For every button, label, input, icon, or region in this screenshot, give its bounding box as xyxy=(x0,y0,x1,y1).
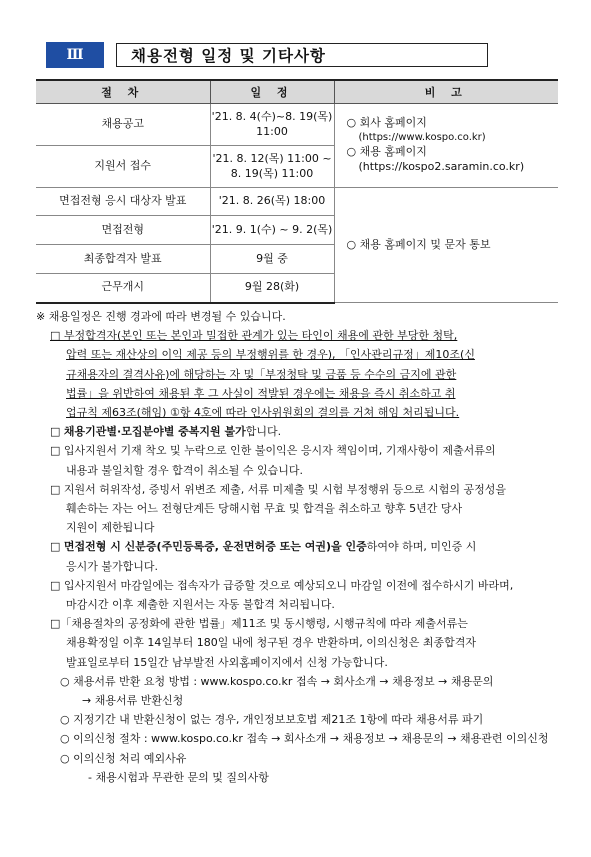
schedule-table xyxy=(36,79,558,304)
return-procedure-list xyxy=(36,672,566,787)
deadline-notice: □ 입사지원서 마감일에는 접속자가 급증할 것으로 예상되오니 마감일 이전에 접수하시기 바라며, 마감시간 이후 제출한 지원서는 자동 불합격 처리됩니다. xyxy=(50,578,514,612)
row-date: '21. 8. 4(수)~8. 19(목) 11:00 xyxy=(210,104,334,146)
header-remark: 비 고 xyxy=(334,80,558,104)
header-step: 절 차 xyxy=(36,80,210,104)
header-date: 일 정 xyxy=(210,80,334,104)
row-date: '21. 9. 1(수) ~ 9. 2(목) xyxy=(210,216,334,245)
row-date: '21. 8. 12(목) 11:00 ~ 8. 19(목) 11:00 xyxy=(210,146,334,188)
id-verification-notice: □ 면접전형 시 신분증(주민등록증, 운전면허증 또는 여권)을 인증하여야 하며, 미인증 시 응시가 불가합니다. xyxy=(50,540,477,573)
duplicate-application-notice: □ 채용기관별·모집분야별 중복지원 불가합니다. xyxy=(50,425,282,439)
objection-exceptions: ○ 이의신청 처리 예외사유 xyxy=(60,751,187,765)
remark-notice: ○ 채용 홈페이지 및 문자 통보 xyxy=(334,188,558,303)
section-header xyxy=(46,42,488,68)
row-step: 면접전형 응시 대상자 발표 xyxy=(36,188,210,216)
remark-recruit-homepage: ○ 채용 홈페이지 xyxy=(346,144,427,158)
schedule-change-note: ※ 채용일정은 진행 경과에 따라 변경될 수 있습니다. xyxy=(36,310,286,323)
return-request-method: ○ 채용서류 반환 요청 방법 : www.kospo.co.kr 접속 → 회사소개 → 채용정보 → 채용문의 xyxy=(60,674,494,688)
document-return-notice: □「채용절차의 공정화에 관한 법률」제11조 및 동시행령, 시행규칙에 따라 제출서류는 채용확정일 이후 14일부터 180일 내에 청구된 경우 반환하며, 이의신청은 최종합격자 발표일로부터 15일간 남부발전 사외홈페이지에서 신청 가능합니다. xyxy=(50,617,476,669)
company-homepage-link[interactable]: (https://www.kospo.co.kr) xyxy=(358,132,486,144)
row-date: 9월 28(화) xyxy=(210,274,334,303)
table-header-row xyxy=(36,80,558,104)
objection-exception-item: - 채용시험과 무관한 문의 및 질의사항 xyxy=(88,770,269,784)
remark-company-homepage: ○ 회사 홈페이지 xyxy=(346,116,427,130)
false-entry-notice: □ 지원서 허위작성, 증빙서 위변조 제출, 서류 미제출 및 시험 부정행위 등으로 시험의 공정성을 훼손하는 자는 어느 전형단계든 당해시험 무효 및 합격을 취소하고 향후 5년간 당사 지원이 제한됩니다 xyxy=(50,482,507,535)
row-step: 면접전형 xyxy=(36,216,210,245)
entry-error-notice: □ 입사지원서 기재 착오 및 누락으로 인한 불이익은 응시자 책임이며, 기재사항이 제출서류의 내용과 불일치할 경우 합격이 취소될 수 있습니다. xyxy=(50,444,496,477)
section-number: Ⅲ xyxy=(46,42,104,68)
row-step: 지원서 접수 xyxy=(36,146,210,188)
notices xyxy=(36,307,566,787)
row-step: 채용공고 xyxy=(36,104,210,146)
recruit-homepage-link[interactable]: (https://kospo2.saramin.co.kr) xyxy=(358,159,525,173)
section-title: 채용전형 일정 및 기타사항 xyxy=(116,43,488,67)
table-row xyxy=(36,188,558,216)
row-step: 최종합격자 발표 xyxy=(36,245,210,274)
return-request-method-cont: → 채용서류 반환신청 xyxy=(82,694,184,708)
table-row xyxy=(36,104,558,146)
row-date: '21. 8. 26(목) 18:00 xyxy=(210,188,334,216)
objection-procedure: ○ 이의신청 절차 : www.kospo.co.kr 접속 → 회사소개 → 채용정보 → 채용문의 → 채용관련 이의신청 xyxy=(60,732,549,746)
remark-homepages xyxy=(334,104,558,188)
fraud-notice: □ 부정합격자(본인 또는 본인과 밀접한 관계가 있는 타인이 채용에 관한 부당한 청탁, 압력 또는 재산상의 이익 제공 등의 부정행위를 한 경우), 「인사관리규정」제10조(신 규채용자의 결격사유)에 해당하는 자 및「부정청탁 및 금품 등 수수의 금지에 관한 법률」을 위반하여 채용된 후 그 사실이 적발된 경우에는 채용을 즉시 취소하고 취 업규칙 제63조(해임) ①항 4호에 따라 인사위원회의 결의를 거쳐 해임 처리됩니다. xyxy=(50,329,475,420)
row-date: 9월 중 xyxy=(210,245,334,274)
document-disposal: ○ 지정기간 내 반환신청이 없는 경우, 개인정보보호법 제21조 1항에 따라 채용서류 파기 xyxy=(60,713,484,727)
row-step: 근무개시 xyxy=(36,274,210,303)
